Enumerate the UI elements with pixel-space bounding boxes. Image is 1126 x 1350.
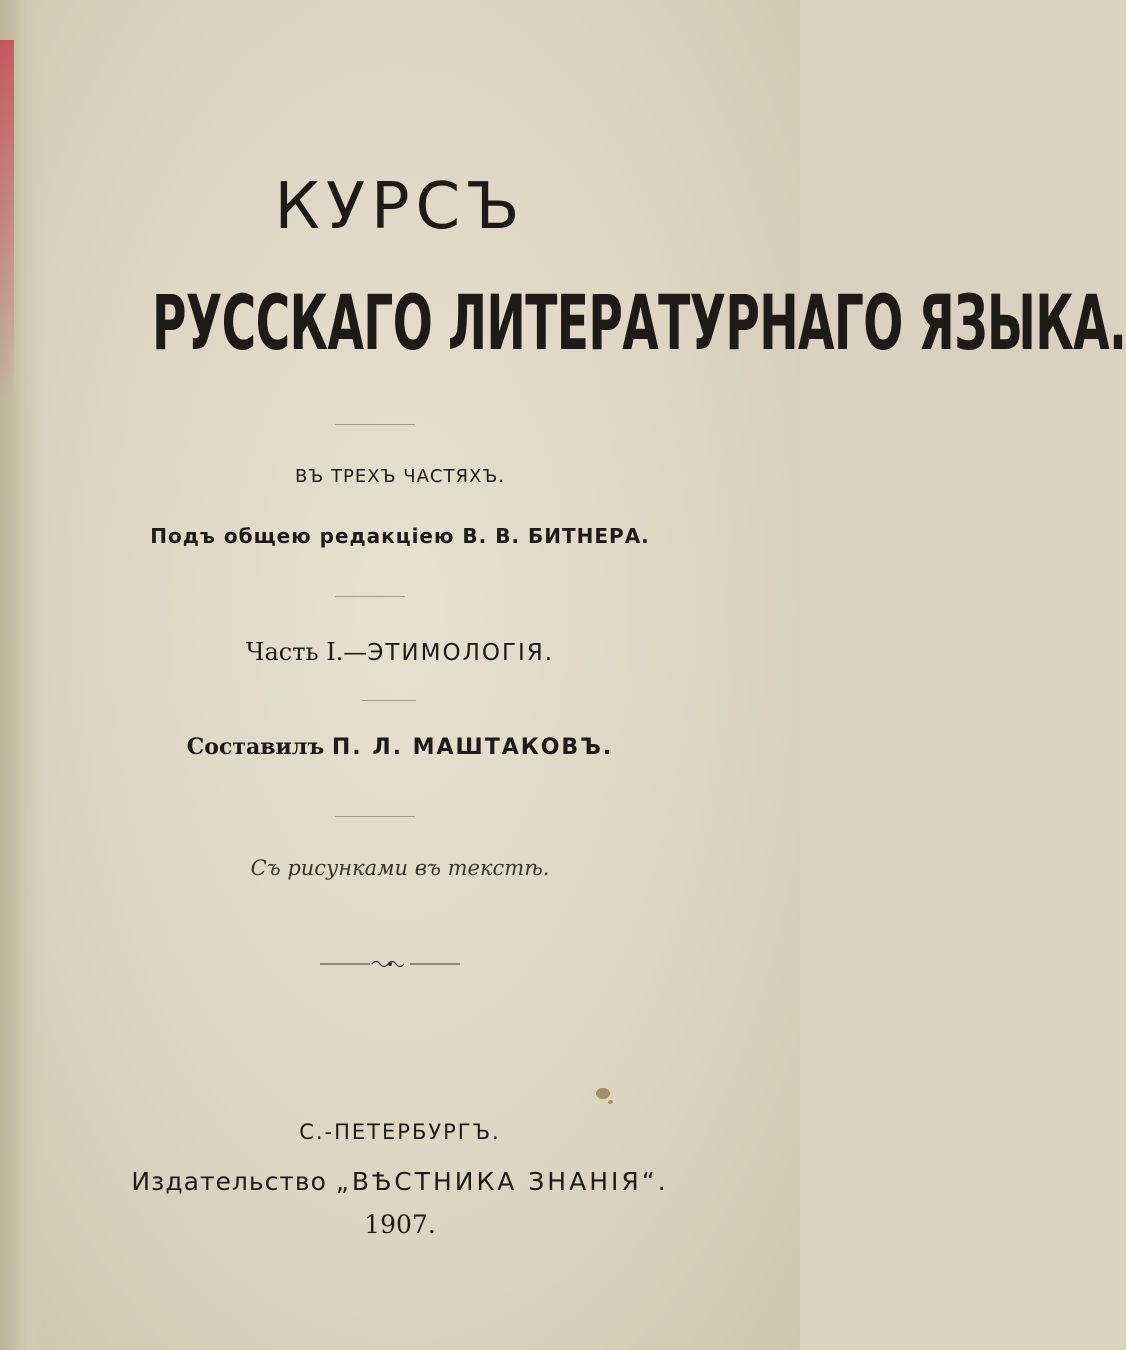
publication-year: 1907. <box>364 1210 436 1239</box>
illustrations-note: Съ рисунками въ текстѣ. <box>250 856 550 880</box>
part-prefix: Часть I.— <box>245 638 368 666</box>
divider-rule <box>362 700 416 701</box>
divider-rule <box>335 596 405 597</box>
divider-rule <box>335 816 415 817</box>
foxing-spot <box>608 1100 613 1104</box>
foxing-spot <box>596 1088 610 1099</box>
divider-rule <box>335 424 415 425</box>
part-name: ЭТИМОЛОГІЯ. <box>367 640 555 666</box>
parts-note: ВЪ ТРЕХЪ ЧАСТЯХЪ. <box>294 466 506 487</box>
publisher-prefix: Издательство <box>131 1167 336 1196</box>
part-line <box>0 638 800 666</box>
editor-line: Подъ общею редакціею В. В. БИТНЕРА. <box>150 524 650 548</box>
ornament-divider <box>320 954 460 974</box>
compiler-prefix: Составилъ <box>186 734 332 760</box>
compiler-line <box>0 734 800 760</box>
compiler-name: П. Л. МАШТАКОВЪ. <box>331 735 614 760</box>
publisher-city: С.-ПЕТЕРБУРГЪ. <box>299 1120 501 1144</box>
publisher-line <box>0 1167 800 1196</box>
title-kurs: КУРСЪ <box>274 170 526 244</box>
publisher-name: „ВѢСТНИКА ЗНАНІЯ“. <box>335 1167 669 1196</box>
main-title: РУССКАГО ЛИТЕРАТУРНАГО ЯЗЫКА. <box>152 278 1126 367</box>
